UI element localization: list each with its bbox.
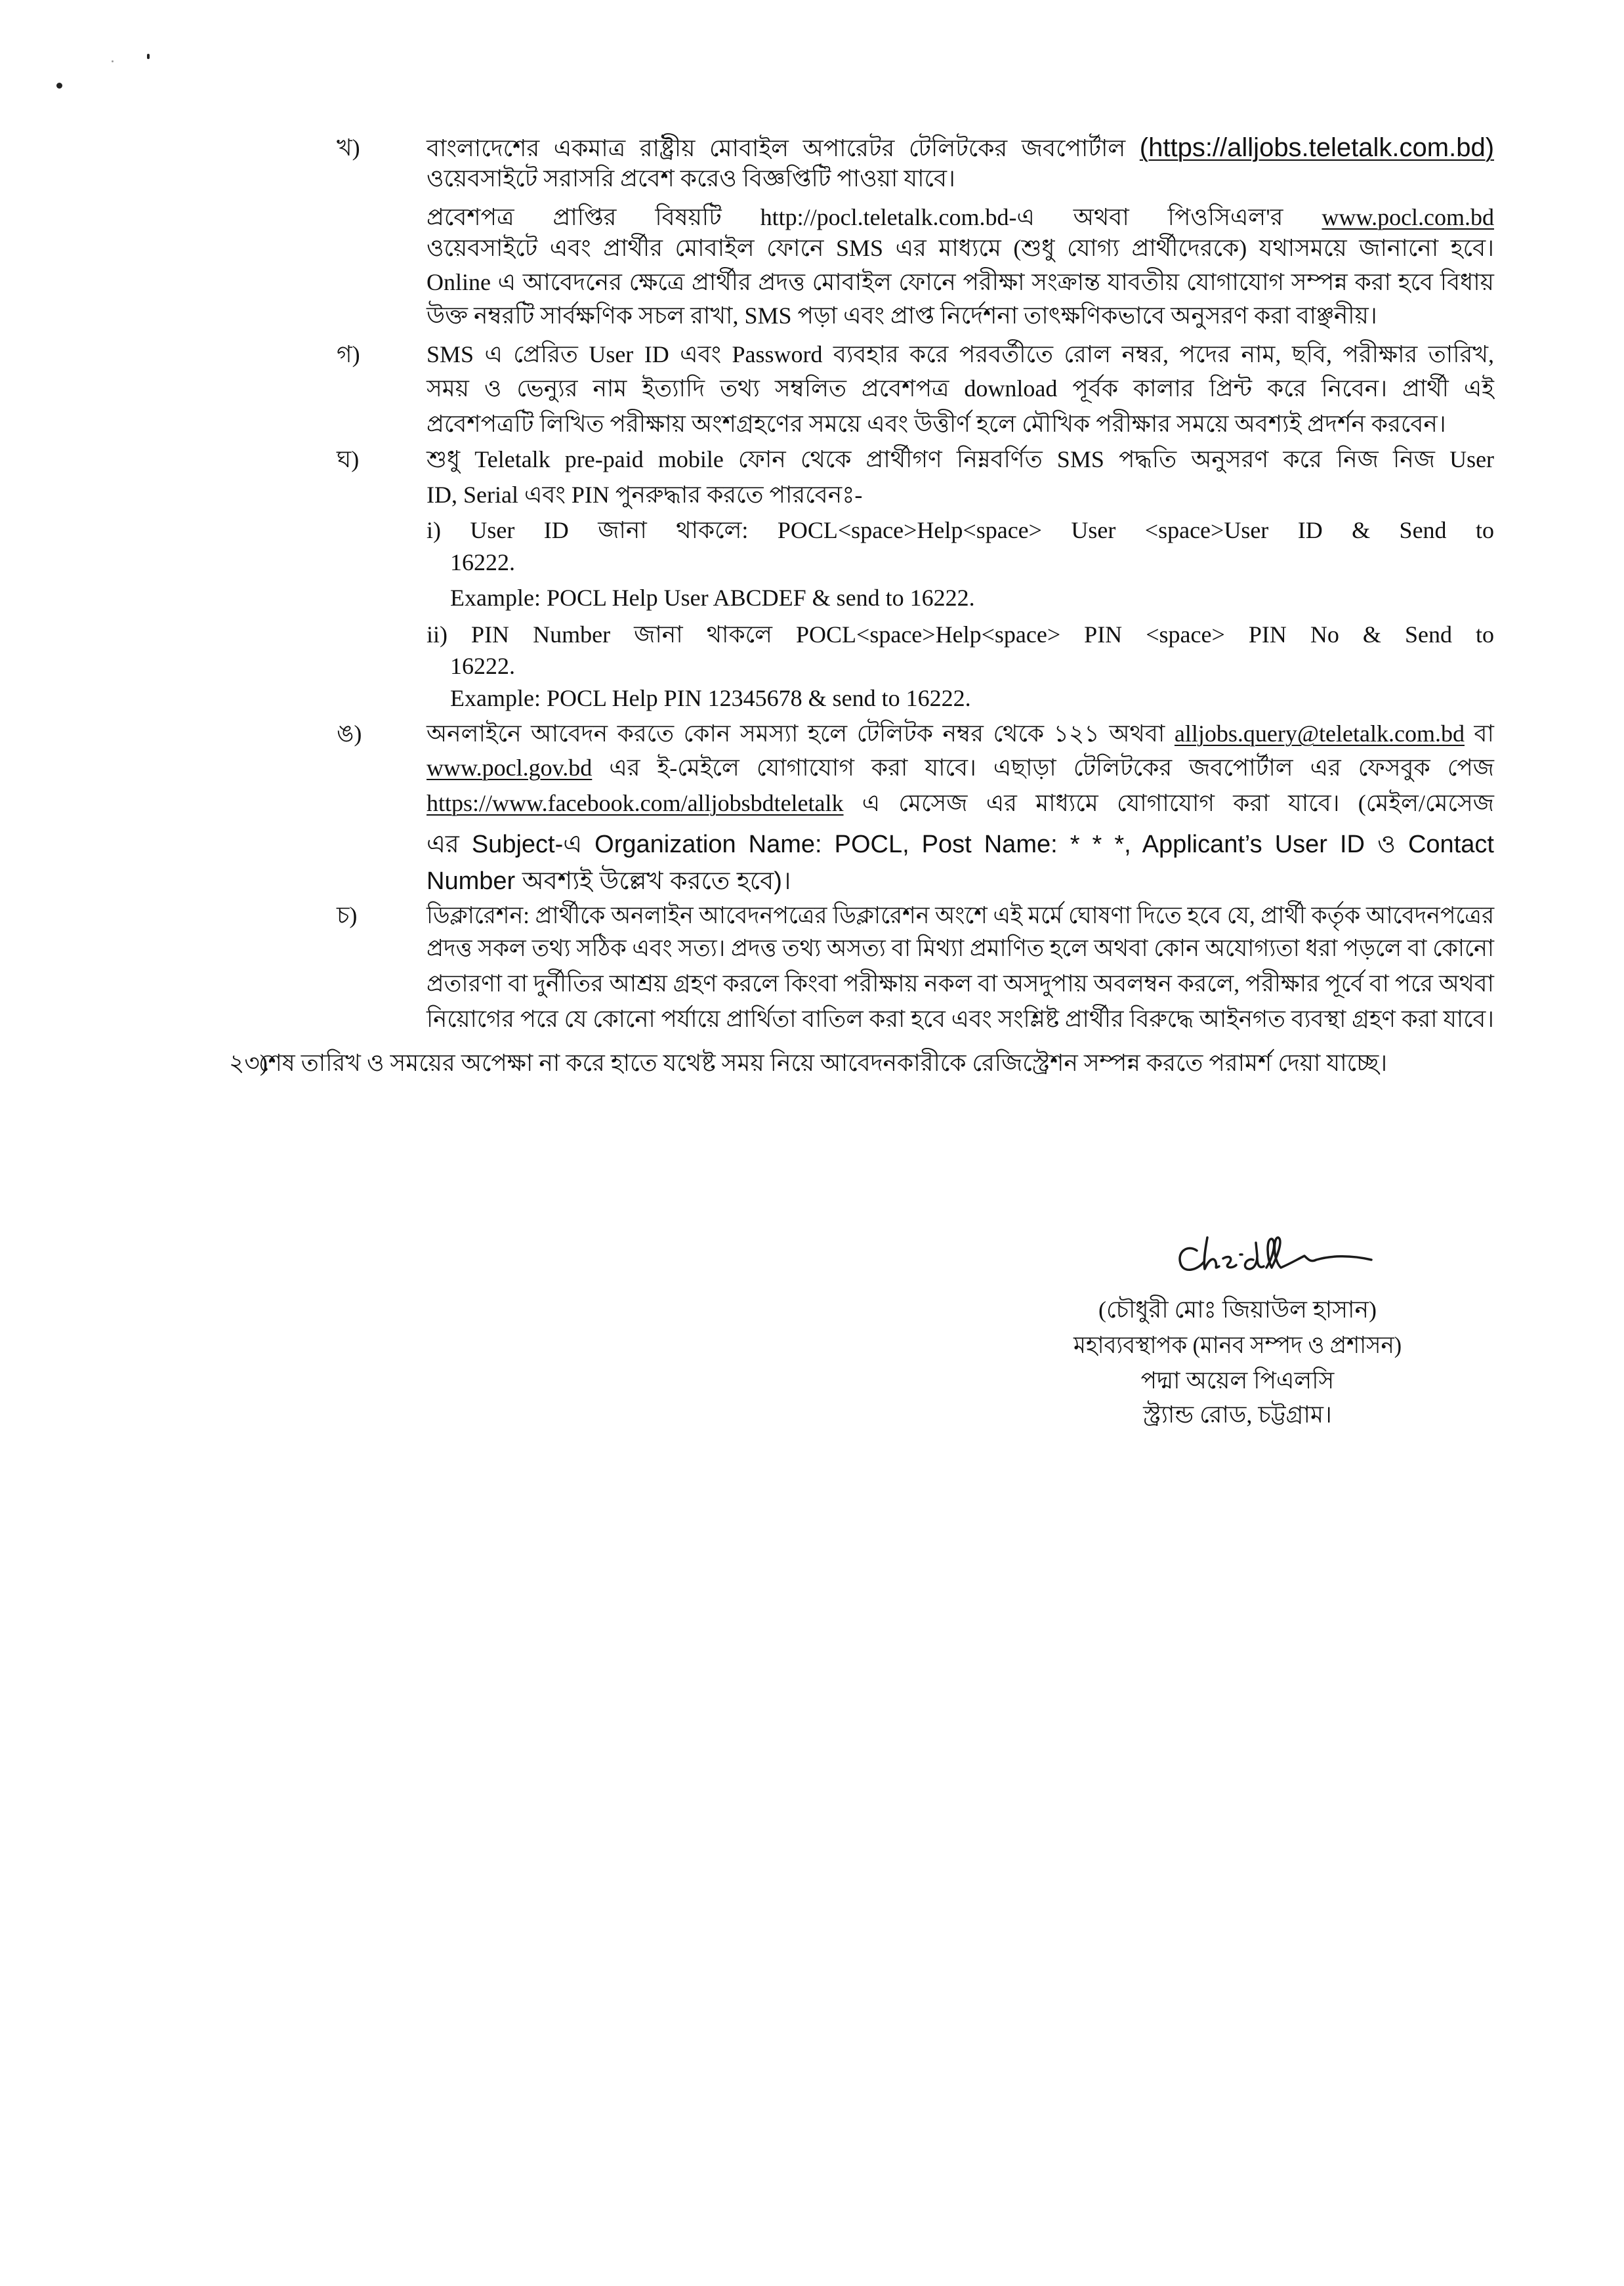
- item-label-text: ২৩): [229, 1050, 268, 1076]
- line-text: স্ট্র্যান্ড রোড, চট্টগ্রাম।: [1143, 1402, 1332, 1428]
- scan-speck: [56, 83, 62, 89]
- line-text: Online এ আবেদনের ক্ষেত্রে প্রার্থীর প্রদত্ত মোবাইল ফোনে পরীক্ষা সংক্রান্ত যাবতীয় যোগাযোগ সম্পন্ন করা হবে বিধায়: [427, 269, 1494, 295]
- sms-example-user-id: [450, 581, 1494, 614]
- item-label-text: ঙ): [337, 720, 362, 747]
- line-text: ওয়েবসাইটে সরাসরি প্রবেশ করেও বিজ্ঞপ্তিটি পাওয়া যাবে।: [427, 165, 955, 192]
- line-text: Example: POCL Help PIN 12345678 & send to 16222.: [450, 685, 971, 711]
- line-text: ডিক্লারেশন: প্রার্থীকে অনলাইন আবেদনপত্রের ডিক্লারেশন অংশে এই মর্মে ঘোষণা দিতে হবে যে, প্রার্থী কর্তৃক আবেদনপত্রের: [427, 902, 1495, 928]
- line-text: প্রদত্ত সকল তথ্য সঠিক এবং সত্য। প্রদত্ত তথ্য অসত্য বা মিথ্যা প্রমাণিত হলে অথবা কোন অযোগ্যতা ধরা পড়লে বা কোনো: [427, 935, 1495, 961]
- line-text: SMS এ প্রেরিত User ID এবং Password ব্যবহার করে পরবর্তীতে রোল নম্বর, পদের নাম, ছবি, পরীক্ষার তারিখ,: [427, 341, 1494, 367]
- signatory-designation: [1073, 1329, 1402, 1361]
- line-text: মহাব্যবস্থাপক (মানব সম্পদ ও প্রশাসন): [1073, 1332, 1402, 1358]
- pocl-gov-website-link[interactable]: www.pocl.gov.bd: [427, 755, 593, 781]
- line-text: প্রবেশপত্রটি লিখিত পরীক্ষায় অংশগ্রহণের সময়ে এবং উত্তীর্ণ হলে মৌখিক পরীক্ষার সময়ে অবশ্যই প্রদর্শন করবেন।: [427, 411, 1446, 437]
- line-text: এর Subject-এ Organization Name: POCL, Post Name: * * *, Applicant’s User ID ও Contact: [427, 831, 1494, 858]
- line-text: উক্ত নম্বরটি সার্বক্ষণিক সচল রাখা, SMS পড়া এবং প্রাপ্ত নির্দেশনা তাৎক্ষণিকভাবে অনুসরণ করা বাঞ্ছনীয়।: [427, 302, 1377, 329]
- line-segment: অনলাইনে আবেদন করতে কোন সমস্যা হলে টেলিটক নম্বর থেকে ১২১ অথবা: [427, 720, 1175, 747]
- item-label: [337, 443, 396, 476]
- line-text: পদ্মা অয়েল পিএলসি: [1140, 1367, 1335, 1394]
- line-text: 16222.: [450, 549, 515, 575]
- text-line: [427, 1003, 1494, 1035]
- support-email-link[interactable]: alljobs.query@teletalk.com.bd: [1174, 720, 1465, 747]
- sms-option-user-id: [427, 514, 1494, 547]
- sms-option-pin: [427, 618, 1494, 651]
- text-line: [427, 478, 1494, 511]
- line-text: [427, 787, 1494, 820]
- line-text: [427, 131, 1494, 165]
- text-line: [427, 162, 1494, 195]
- text-line: [427, 828, 1494, 861]
- text-line: [427, 443, 1494, 476]
- text-line: [427, 266, 1494, 299]
- text-line: [427, 131, 1494, 164]
- item-label: [337, 899, 396, 932]
- line-text: 16222.: [450, 653, 515, 679]
- text-line: [427, 407, 1494, 440]
- text-line: [427, 865, 1494, 898]
- item-label-text: খ): [337, 135, 360, 161]
- item-label-text: গ): [337, 341, 360, 367]
- signature-image: [1168, 1228, 1378, 1287]
- signatory-organization: [1073, 1364, 1402, 1397]
- pocl-website-link[interactable]: www.pocl.com.bd: [1322, 204, 1495, 230]
- line-text: Number অবশ্যই উল্লেখ করতে হবে)।: [427, 867, 791, 895]
- text-line: [427, 751, 1494, 784]
- line-text: [427, 201, 1494, 234]
- scan-speck: [147, 54, 150, 59]
- job-portal-url-link[interactable]: (https://alljobs.teletalk.com.bd): [1139, 133, 1495, 162]
- text-line: [450, 546, 1494, 579]
- text-line: [427, 932, 1494, 965]
- line-text: প্রতারণা বা দুর্নীতির আশ্রয় গ্রহণ করলে কিংবা পরীক্ষায় নকল বা অসদুপায় অবলম্বন করলে, পরীক্ষার পূর্বে বা পরে অথবা: [427, 970, 1494, 997]
- sms-example-pin: [450, 682, 1494, 715]
- signatory-address: [1073, 1398, 1402, 1431]
- line-text: [427, 717, 1494, 750]
- line-text: ওয়েবসাইটে এবং প্রার্থীর মোবাইল ফোনে SMS এর মাধ্যমে (শুধু যোগ্য প্রার্থীদেরকে) যথাসময়ে জানানো হবে।: [427, 235, 1495, 261]
- text-line: [427, 372, 1494, 405]
- text-line: [259, 1047, 1387, 1079]
- line-text: (চৌধুরী মোঃ জিয়াউল হাসান): [1098, 1297, 1377, 1323]
- item-label: [337, 338, 396, 371]
- line-text: শুধু Teletalk pre-paid mobile ফোন থেকে প্রার্থীগণ নিম্নবর্ণিত SMS পদ্ধতি অনুসরণ করে নিজ নিজ User: [427, 446, 1495, 472]
- line-text: শেষ তারিখ ও সময়ের অপেক্ষা না করে হাতে যথেষ্ট সময় নিয়ে আবেদনকারীকে রেজিস্ট্রেশন সম্পন্ন করতে পরামর্শ দেয়া যাচ্ছে।: [259, 1050, 1388, 1076]
- item-label-text: চ): [337, 902, 358, 928]
- text-line: [427, 201, 1494, 234]
- line-text: ii) PIN Number জানা থাকলে POCL<space>Help<space> PIN <space> PIN No & Send to: [427, 621, 1495, 648]
- text-line: [427, 787, 1494, 820]
- line-segment: বাংলাদেশের একমাত্র রাষ্ট্রীয় মোবাইল অপারেটর টেলিটকের জবপোর্টাল: [427, 135, 1140, 161]
- text-line: [427, 899, 1494, 932]
- line-segment: বা: [1464, 720, 1494, 747]
- line-segment: এ মেসেজ এর মাধ্যমে যোগাযোগ করা যাবে। (মেইল/মেসেজ: [843, 790, 1494, 816]
- facebook-page-link[interactable]: https://www.facebook.com/alljobsbdteletalk: [427, 790, 844, 816]
- line-text: Example: POCL Help User ABCDEF & send to 16222.: [450, 585, 975, 611]
- item-label: [337, 717, 396, 750]
- item-label: [337, 131, 396, 164]
- scan-speck: [112, 60, 114, 62]
- line-text: ID, Serial এবং PIN পুনরুদ্ধার করতে পারবেনঃ-: [427, 482, 863, 508]
- line-segment: প্রবেশপত্র প্রাপ্তির বিষয়টি http://pocl.teletalk.com.bd-এ অথবা পিওসিএল'র: [427, 204, 1322, 230]
- text-line: [427, 338, 1494, 371]
- text-line: [427, 967, 1494, 1000]
- text-line: [427, 299, 1494, 332]
- line-segment: এর ই-মেইলে যোগাযোগ করা যাবে। এছাড়া টেলিটকের জবপোর্টাল এর ফেসবুক পেজ: [592, 755, 1494, 781]
- text-line: [427, 232, 1494, 264]
- item-label-text: ঘ): [337, 446, 360, 472]
- text-line: [450, 650, 1494, 682]
- line-text: সময় ও ভেন্যুর নাম ইত্যাদি তথ্য সম্বলিত প্রবেশপত্র download পূর্বক কালার প্রিন্ট করে নিবেন। প্রার্থী এই: [427, 375, 1495, 402]
- line-text: নিয়োগের পরে যে কোনো পর্যায়ে প্রার্থিতা বাতিল করা হবে এবং সংশ্লিষ্ট প্রার্থীর বিরুদ্ধে আইনগত ব্যবস্থা গ্রহণ করা যাবে।: [427, 1006, 1494, 1032]
- text-line: [427, 717, 1494, 750]
- signatory-name: [1073, 1293, 1402, 1326]
- line-text: i) User ID জানা থাকলে: POCL<space>Help<space> User <space>User ID & Send to: [427, 517, 1494, 543]
- line-text: [427, 751, 1494, 784]
